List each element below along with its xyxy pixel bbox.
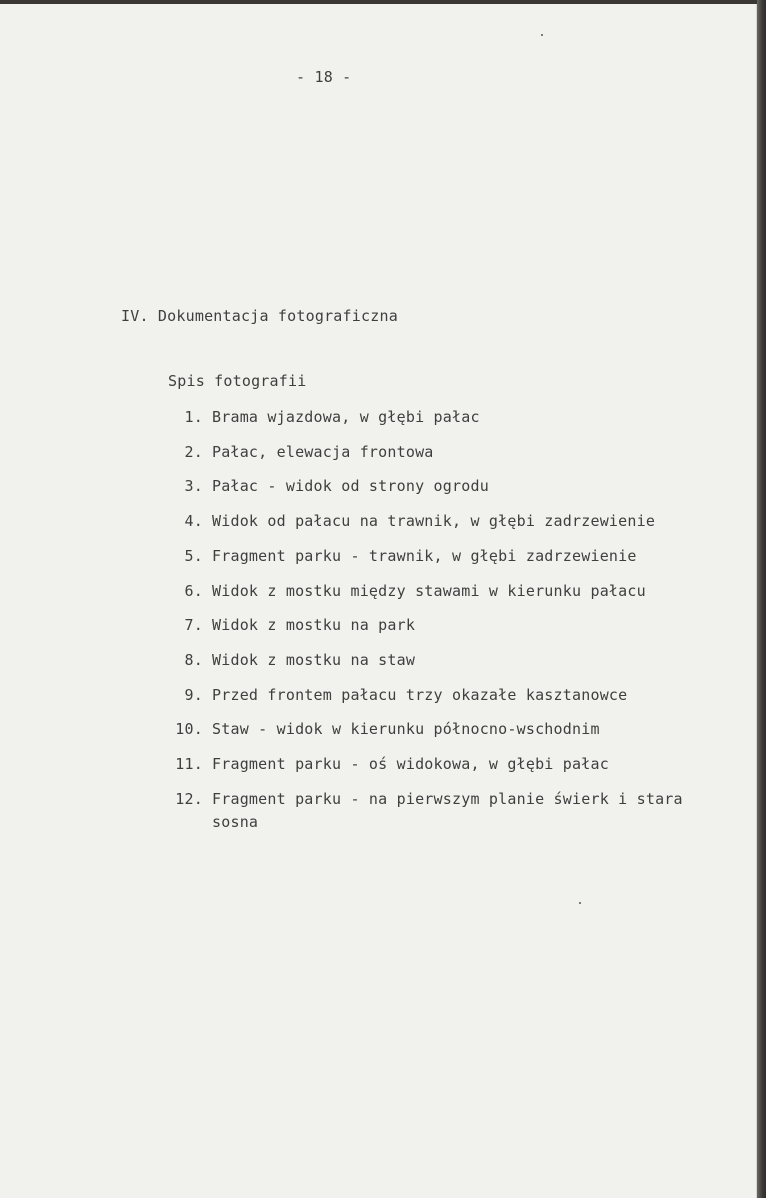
paper-speck xyxy=(541,34,543,36)
section-title: IV. Dokumentacja fotograficzna xyxy=(121,307,398,325)
item-text-continuation: sosna xyxy=(212,813,259,831)
item-text: Widok z mostku na staw xyxy=(212,651,416,669)
item-number: 10. xyxy=(175,720,203,738)
page-number: - 18 - xyxy=(296,68,352,86)
item-text: Widok od pałacu na trawnik, w głębi zadrzewienie xyxy=(212,512,656,530)
item-number: 7. xyxy=(184,616,203,634)
item-text: Widok z mostku między stawami w kierunku pałacu xyxy=(212,582,646,600)
item-text: Fragment parku - na pierwszym planie świerk i stara xyxy=(212,790,683,808)
paper-speck xyxy=(579,902,581,904)
item-number: 9. xyxy=(184,686,203,704)
item-text: Fragment parku - trawnik, w głębi zadrzewienie xyxy=(212,547,637,565)
item-number: 5. xyxy=(184,547,203,565)
item-number: 2. xyxy=(184,443,203,461)
item-number: 1. xyxy=(184,408,203,426)
item-number: 8. xyxy=(184,651,203,669)
item-text: Pałac, elewacja frontowa xyxy=(212,443,434,461)
item-number: 11. xyxy=(175,755,203,773)
item-text: Brama wjazdowa, w głębi pałac xyxy=(212,408,480,426)
item-number: 3. xyxy=(184,477,203,495)
item-number: 6. xyxy=(184,582,203,600)
item-text: Staw - widok w kierunku północno-wschodnim xyxy=(212,720,600,738)
item-number: 12. xyxy=(175,790,203,808)
list-heading: Spis fotografii xyxy=(168,372,307,390)
item-text: Przed frontem pałacu trzy okazałe kasztanowce xyxy=(212,686,628,704)
item-text: Pałac - widok od strony ogrodu xyxy=(212,477,489,495)
item-number: 4. xyxy=(184,512,203,530)
typewritten-page xyxy=(0,4,757,1198)
scan-right-edge xyxy=(757,0,766,1198)
item-text: Fragment parku - oś widokowa, w głębi pałac xyxy=(212,755,609,773)
item-text: Widok z mostku na park xyxy=(212,616,416,634)
